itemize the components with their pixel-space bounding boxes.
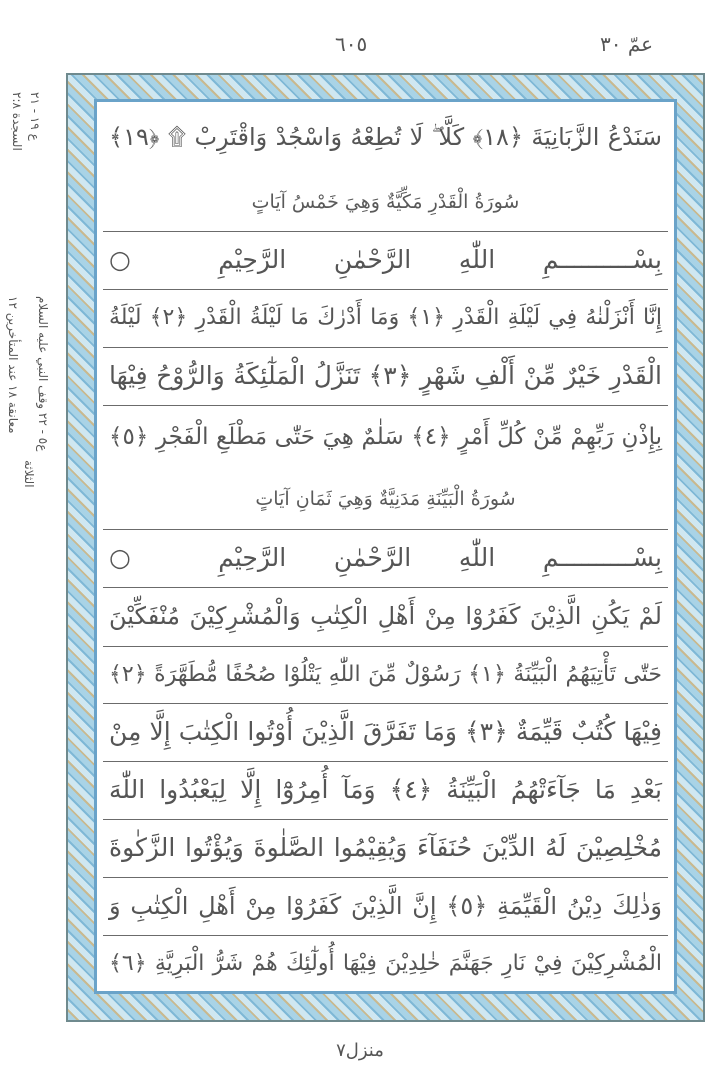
- ayah-line: إِنَّا أَنْزَلْنٰهُ فِي لَيْلَةِ الْقَدْرِ ﴿١﴾ وَمَا أَدْرٰكَ مَا لَيْلَةُ الْقَدْرِ ﴿٢﴾ لَيْلَةُ: [103, 290, 668, 348]
- ayah-line: الْمُشْرِكِيْنَ فِيْ نَارِ جَهَنَّمَ خٰلِدِيْنَ فِيْهَا أُولٰٓئِكَ هُمْ شَرُّ الْبَرِيَّةِ ﴿٦﴾: [109, 951, 662, 976]
- footer-manzil: منزل٧: [336, 1040, 384, 1061]
- ayah-line: وَذٰلِكَ دِيْنُ الْقَيِّمَةِ ﴿٥﴾ إِنَّ الَّذِيْنَ كَفَرُوْا مِنْ أَهْلِ الْكِتٰبِ وَ: [103, 878, 668, 936]
- text-panel: [94, 99, 677, 994]
- margin-note-ruku-top: ع ١٩ - ٢١: [28, 92, 42, 141]
- ayah-line: بَعْدِ مَا جَآءَتْهُمُ الْبَيِّنَةُ ﴿٤﴾ وَمَآ أُمِرُوْٓا إِلَّا لِيَعْبُدُوا اللّٰهَ: [103, 762, 668, 820]
- ayah-line: مُخْلِصِيْنَ لَهُ الدِّيْنَ حُنَفَآءَ وَيُقِيْمُوا الصَّلٰوةَ وَيُؤْتُوا الزَّكٰوةَ: [103, 820, 668, 878]
- margin-note-thalatha: الثلاثة: [22, 460, 36, 488]
- ayah-line: لَمْ يَكُنِ الَّذِيْنَ كَفَرُوْا مِنْ أَهْلِ الْكِتٰبِ وَالْمُشْرِكِيْنَ مُنْفَكِّيْنَ: [103, 588, 668, 647]
- ayah-line: الْقَدْرِ خَيْرٌ مِّنْ أَلْفِ شَهْرٍ ﴿٣﴾ تَنَزَّلُ الْمَلٰٓئِكَةُ وَالرُّوْحُ فِيْهَا: [103, 348, 668, 406]
- ornamental-border: [66, 73, 705, 1022]
- margin-note-sajdah: السجدة ٢:٨: [10, 92, 24, 151]
- ayah-line: حَتّٰى تَأْتِيَهُمُ الْبَيِّنَةُ ﴿١﴾ رَسُوْلٌ مِّنَ اللّٰهِ يَتْلُوْا صُحُفًا مُّطَهَّرَةً ﴿٢﴾: [103, 647, 668, 704]
- page-header-number: ٦٠٥: [335, 32, 368, 56]
- surah-title: سُورَةُ الْقَدْرِ مَكِّيَّةٌ وَهِيَ خَمْسُ آيَاتٍ: [103, 174, 668, 232]
- margin-note-ruku-bottom: ع٥ - ٢٢ وقف النبي عليه السلام: [36, 296, 50, 452]
- ayah-line: فِيْهَا كُتُبٌ قَيِّمَةٌ ﴿٣﴾ وَمَا تَفَرَّقَ الَّذِيْنَ أُوْتُوا الْكِتٰبَ إِلَّا مِنْ: [103, 704, 668, 762]
- page-header-juz: عمّ ٣٠: [600, 32, 654, 56]
- ayah-line: بِإِذْنِ رَبِّهِمْ مِّنْ كُلِّ أَمْرٍ ﴿٤﴾ سَلٰمٌ هِيَ حَتّٰى مَطْلَعِ الْفَجْرِ ﴿٥﴾: [109, 424, 662, 450]
- margin-note-muanaqa: معانقة ١٨ عند المتأخرين ١٢: [6, 296, 20, 434]
- surah-title: سُورَةُ الْبَيِّنَةِ مَدَنِيَّةٌ وَهِيَ ثَمَانِ آيَاتٍ: [103, 470, 668, 530]
- bismillah-line: بِسْــــــــــمِ اللّٰهِ الرَّحْمٰنِ الرَّحِيْمِ ○: [103, 232, 668, 290]
- bismillah-line: بِسْــــــــــمِ اللّٰهِ الرَّحْمٰنِ الرَّحِيْمِ ○: [103, 530, 668, 588]
- ayah-line: سَنَدْعُ الزَّبَانِيَةَ ﴿١٨﴾ كَلَّا ۖ لَا تُطِعْهُ وَاسْجُدْ وَاقْتَرِبْ ۩ ﴿١٩﴾: [109, 123, 663, 151]
